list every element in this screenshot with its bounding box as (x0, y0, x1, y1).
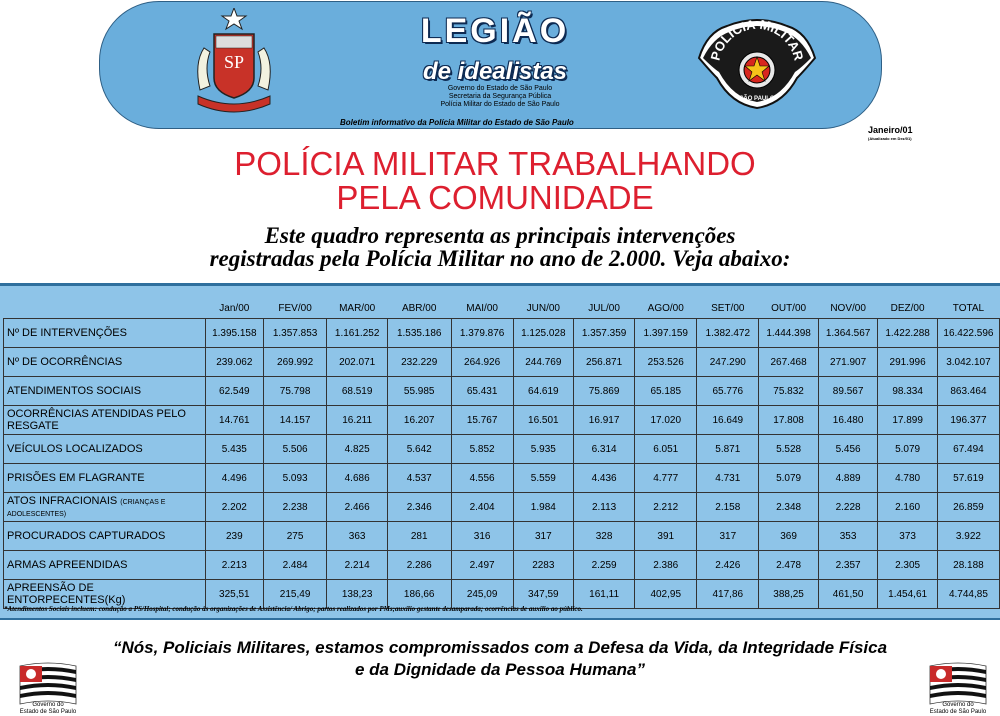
intro-line: Este quadro representa as principais intervenções (264, 223, 736, 248)
table-cell: 186,66 (387, 580, 451, 609)
row-label (4, 435, 206, 464)
table-cell: 28.188 (937, 551, 999, 580)
table-cell: 4.889 (818, 464, 878, 493)
row-label-text: APREENSÃO DE ENTORPECENTES(Kg) (7, 582, 126, 606)
table-cell: 1.397.159 (635, 319, 697, 348)
table-cell: 65.185 (635, 377, 697, 406)
column-header: OUT/00 (771, 302, 807, 314)
table-cell: 2.497 (451, 551, 513, 580)
headline (0, 147, 990, 215)
table-cell: 1.422.288 (878, 319, 938, 348)
table-cell: 4.537 (387, 464, 451, 493)
table-cell: 2.346 (387, 493, 451, 522)
table-cell: 271.907 (818, 348, 878, 377)
row-label-text: ATOS INFRACIONAIS (7, 495, 118, 507)
table-cell: 2.238 (263, 493, 327, 522)
column-header: NOV/00 (830, 302, 866, 314)
table-cell: 4.825 (327, 435, 387, 464)
table-cell: 1.984 (513, 493, 573, 522)
table-cell: 4.744,85 (937, 580, 999, 609)
table-cell: 89.567 (818, 377, 878, 406)
table-cell: 239 (205, 522, 263, 551)
table-cell: 1.454,61 (878, 580, 938, 609)
intro-line: registradas pela Polícia Militar no ano de 2.000. Veja abaixo: (209, 246, 791, 271)
table-cell: 57.619 (937, 464, 999, 493)
table-cell: 5.871 (697, 435, 759, 464)
column-header: DEZ/00 (890, 302, 925, 314)
row-label-text: ATENDIMENTOS SOCIAIS (7, 385, 142, 397)
table-body (4, 319, 1000, 609)
table-cell: 247.290 (697, 348, 759, 377)
table-cell: 6.051 (635, 435, 697, 464)
table-cell: 1.357.853 (263, 319, 327, 348)
table-row (4, 435, 1000, 464)
row-label (4, 493, 206, 522)
column-header: TOTAL (952, 302, 985, 314)
table-cell: 5.642 (387, 435, 451, 464)
row-label (4, 348, 206, 377)
table-cell: 2.113 (574, 493, 635, 522)
table-cell: 16.917 (574, 406, 635, 435)
table-cell: 325,51 (205, 580, 263, 609)
table-cell: 1.444.398 (759, 319, 819, 348)
badge-top-text: POLICIA MILITAR (707, 16, 807, 63)
column-header: JUN/00 (526, 302, 560, 314)
table-cell: 328 (574, 522, 635, 551)
quote-line: e da Dignidade da Pessoa Humana” (354, 660, 646, 679)
gov-line: Governo do Estado de São Paulo (447, 85, 553, 92)
table-cell: 291.996 (878, 348, 938, 377)
policia-militar-badge-icon (697, 12, 817, 110)
row-label-text: Nº DE INTERVENÇÕES (7, 327, 127, 339)
government-lines (400, 85, 600, 109)
table-cell: 65.431 (451, 377, 513, 406)
table-cell: 4.777 (635, 464, 697, 493)
table-cell: 5.506 (263, 435, 327, 464)
table-cell: 232.229 (387, 348, 451, 377)
table-row (4, 493, 1000, 522)
table-cell: 2.259 (574, 551, 635, 580)
row-label-text: ARMAS APREENDIDAS (7, 559, 128, 571)
flag-caption-line: Estado de São Paulo (19, 709, 77, 715)
table-cell: 1.379.876 (451, 319, 513, 348)
table-footnote: *Atendimentos Sociais incluem: condução a PS/Hospital; condução às organizações de Assistência/ Abrigo; partos realizados por PMs;auxílio gestante desamparada; ocorrências de auxílio ao público. (4, 605, 583, 613)
table-cell: 161,11 (574, 580, 635, 609)
table-cell: 215,49 (263, 580, 327, 609)
issue-date-updated: (Atualizado em Dez/01) (868, 136, 912, 141)
intro-text (0, 224, 1000, 270)
table-cell: 26.859 (937, 493, 999, 522)
coat-sp-letters: SP (223, 52, 245, 72)
table-row (4, 348, 1000, 377)
table-cell: 1.125.028 (513, 319, 573, 348)
flag-caption-line: Governo do (32, 702, 64, 708)
column-header: MAI/00 (466, 302, 498, 314)
table-cell: 2.286 (387, 551, 451, 580)
table-cell: 1.395.158 (205, 319, 263, 348)
header-label-spacer (4, 298, 206, 319)
table-cell: 239.062 (205, 348, 263, 377)
column-header: MAR/00 (339, 302, 376, 314)
headline-line: PELA COMUNIDADE (336, 179, 654, 216)
table-cell: 4.780 (878, 464, 938, 493)
table-cell: 2.484 (263, 551, 327, 580)
table-cell: 2.214 (327, 551, 387, 580)
table-cell: 6.314 (574, 435, 635, 464)
commitment-quote (0, 637, 1000, 681)
issue-date: Janeiro/01 (868, 125, 913, 135)
row-label-text: VEÍCULOS LOCALIZADOS (7, 443, 143, 455)
table-cell: 16.649 (697, 406, 759, 435)
table-cell: 65.776 (697, 377, 759, 406)
table-cell: 138,23 (327, 580, 387, 609)
row-label (4, 551, 206, 580)
table-cell: 316 (451, 522, 513, 551)
table-cell: 1.382.472 (697, 319, 759, 348)
table-cell: 17.808 (759, 406, 819, 435)
table-cell: 317 (697, 522, 759, 551)
header-banner (99, 1, 882, 129)
column-header: ABR/00 (401, 302, 437, 314)
table-row (4, 377, 1000, 406)
table-cell: 4.436 (574, 464, 635, 493)
gov-line: Polícia Militar do Estado de São Paulo (440, 101, 560, 108)
table-cell: 2.212 (635, 493, 697, 522)
table-cell: 369 (759, 522, 819, 551)
table-cell: 275 (263, 522, 327, 551)
table-cell: 55.985 (387, 377, 451, 406)
row-label-note: (CRIANÇAS E ADOLESCENTES) (7, 499, 166, 518)
table-cell: 5.093 (263, 464, 327, 493)
row-label (4, 464, 206, 493)
table-cell: 16.211 (327, 406, 387, 435)
table-cell: 15.767 (451, 406, 513, 435)
table-cell: 2.160 (878, 493, 938, 522)
row-label (4, 377, 206, 406)
table-row (4, 522, 1000, 551)
table-cell: 281 (387, 522, 451, 551)
table-cell: 4.731 (697, 464, 759, 493)
bulletin-caption: Boletim informativo da Polícia Militar do Estado de São Paulo (340, 118, 574, 127)
table-cell: 98.334 (878, 377, 938, 406)
table-cell: 5.079 (759, 464, 819, 493)
table-cell: 2.426 (697, 551, 759, 580)
table-cell: 5.559 (513, 464, 573, 493)
table-cell: 388,25 (759, 580, 819, 609)
column-header: SET/00 (711, 302, 745, 314)
table-cell: 353 (818, 522, 878, 551)
table-cell: 4.686 (327, 464, 387, 493)
row-label-text: OCORRÊNCIAS ATENDIDAS PELO RESGATE (7, 408, 186, 432)
column-header: FEV/00 (278, 302, 312, 314)
table-cell: 461,50 (818, 580, 878, 609)
table-cell: 3.042.107 (937, 348, 999, 377)
column-header: AGO/00 (647, 302, 684, 314)
title-legiao: LEGIÃO (420, 12, 570, 50)
table-cell: 2.386 (635, 551, 697, 580)
table-cell: 4.496 (205, 464, 263, 493)
table-cell: 267.468 (759, 348, 819, 377)
table-cell: 317 (513, 522, 573, 551)
table-cell: 68.519 (327, 377, 387, 406)
statistics-table (3, 298, 1000, 609)
table-cell: 75.832 (759, 377, 819, 406)
table-cell: 2.213 (205, 551, 263, 580)
table-cell: 5.456 (818, 435, 878, 464)
table-cell: 2.228 (818, 493, 878, 522)
column-header: JUL/00 (588, 302, 620, 314)
row-label (4, 406, 206, 435)
table-cell: 16.422.596 (937, 319, 999, 348)
table-cell: 256.871 (574, 348, 635, 377)
table-cell: 2.348 (759, 493, 819, 522)
table-cell: 5.528 (759, 435, 819, 464)
table-cell: 5.079 (878, 435, 938, 464)
table-cell: 363 (327, 522, 387, 551)
table-cell: 16.501 (513, 406, 573, 435)
table-row (4, 319, 1000, 348)
table-cell: 2.202 (205, 493, 263, 522)
row-label-text: Nº DE OCORRÊNCIAS (7, 356, 123, 368)
table-cell: 2.158 (697, 493, 759, 522)
table-cell: 5.435 (205, 435, 263, 464)
table-cell: 2283 (513, 551, 573, 580)
table-cell: 14.761 (205, 406, 263, 435)
table-cell: 16.207 (387, 406, 451, 435)
table-cell: 1.364.567 (818, 319, 878, 348)
table-cell: 16.480 (818, 406, 878, 435)
sp-coat-of-arms-icon (190, 8, 278, 113)
table-cell: 4.556 (451, 464, 513, 493)
table-cell: 244.769 (513, 348, 573, 377)
title-de-idealistas: de idealistas (422, 58, 568, 85)
headline-line: POLÍCIA MILITAR TRABALHANDO (234, 145, 756, 182)
table-cell: 2.478 (759, 551, 819, 580)
table-cell: 5.935 (513, 435, 573, 464)
table-header-row (4, 298, 1000, 319)
gov-line: Secretaria da Segurança Pública (448, 93, 552, 100)
badge-bottom-text: SÃO PAULO (739, 96, 775, 102)
statistics-panel (0, 283, 1000, 620)
table-cell: 1.535.186 (387, 319, 451, 348)
table-cell: 417,86 (697, 580, 759, 609)
flag-caption-line: Governo do (942, 702, 974, 708)
table-cell: 347,59 (513, 580, 573, 609)
table-cell: 62.549 (205, 377, 263, 406)
table-cell: 75.869 (574, 377, 635, 406)
table-cell: 863.464 (937, 377, 999, 406)
table-cell: 2.404 (451, 493, 513, 522)
row-label-text: PRISÕES EM FLAGRANTE (7, 472, 145, 484)
table-cell: 14.157 (263, 406, 327, 435)
row-label (4, 319, 206, 348)
table-cell: 269.992 (263, 348, 327, 377)
table-cell: 202.071 (327, 348, 387, 377)
table-row (4, 551, 1000, 580)
table-cell: 1.161.252 (327, 319, 387, 348)
table-cell: 2.305 (878, 551, 938, 580)
table-cell: 264.926 (451, 348, 513, 377)
column-header: Jan/00 (219, 302, 250, 314)
table-cell: 17.020 (635, 406, 697, 435)
flag-caption-line: Estado de São Paulo (929, 709, 987, 715)
row-label-text: PROCURADOS CAPTURADOS (7, 530, 166, 542)
table-cell: 373 (878, 522, 938, 551)
table-cell: 3.922 (937, 522, 999, 551)
table-cell: 17.899 (878, 406, 938, 435)
table-cell: 64.619 (513, 377, 573, 406)
row-label (4, 522, 206, 551)
table-cell: 5.852 (451, 435, 513, 464)
table-cell: 245,09 (451, 580, 513, 609)
table-cell: 2.357 (818, 551, 878, 580)
quote-line: “Nós, Policiais Militares, estamos compromissados com a Defesa da Vida, da Integridade Física (112, 638, 888, 657)
table-cell: 67.494 (937, 435, 999, 464)
table-cell: 253.526 (635, 348, 697, 377)
table-cell: 2.466 (327, 493, 387, 522)
table-cell: 196.377 (937, 406, 999, 435)
table-row (4, 464, 1000, 493)
table-cell: 75.798 (263, 377, 327, 406)
table-row (4, 406, 1000, 435)
table-cell: 391 (635, 522, 697, 551)
table-cell: 402,95 (635, 580, 697, 609)
table-cell: 1.357.359 (574, 319, 635, 348)
